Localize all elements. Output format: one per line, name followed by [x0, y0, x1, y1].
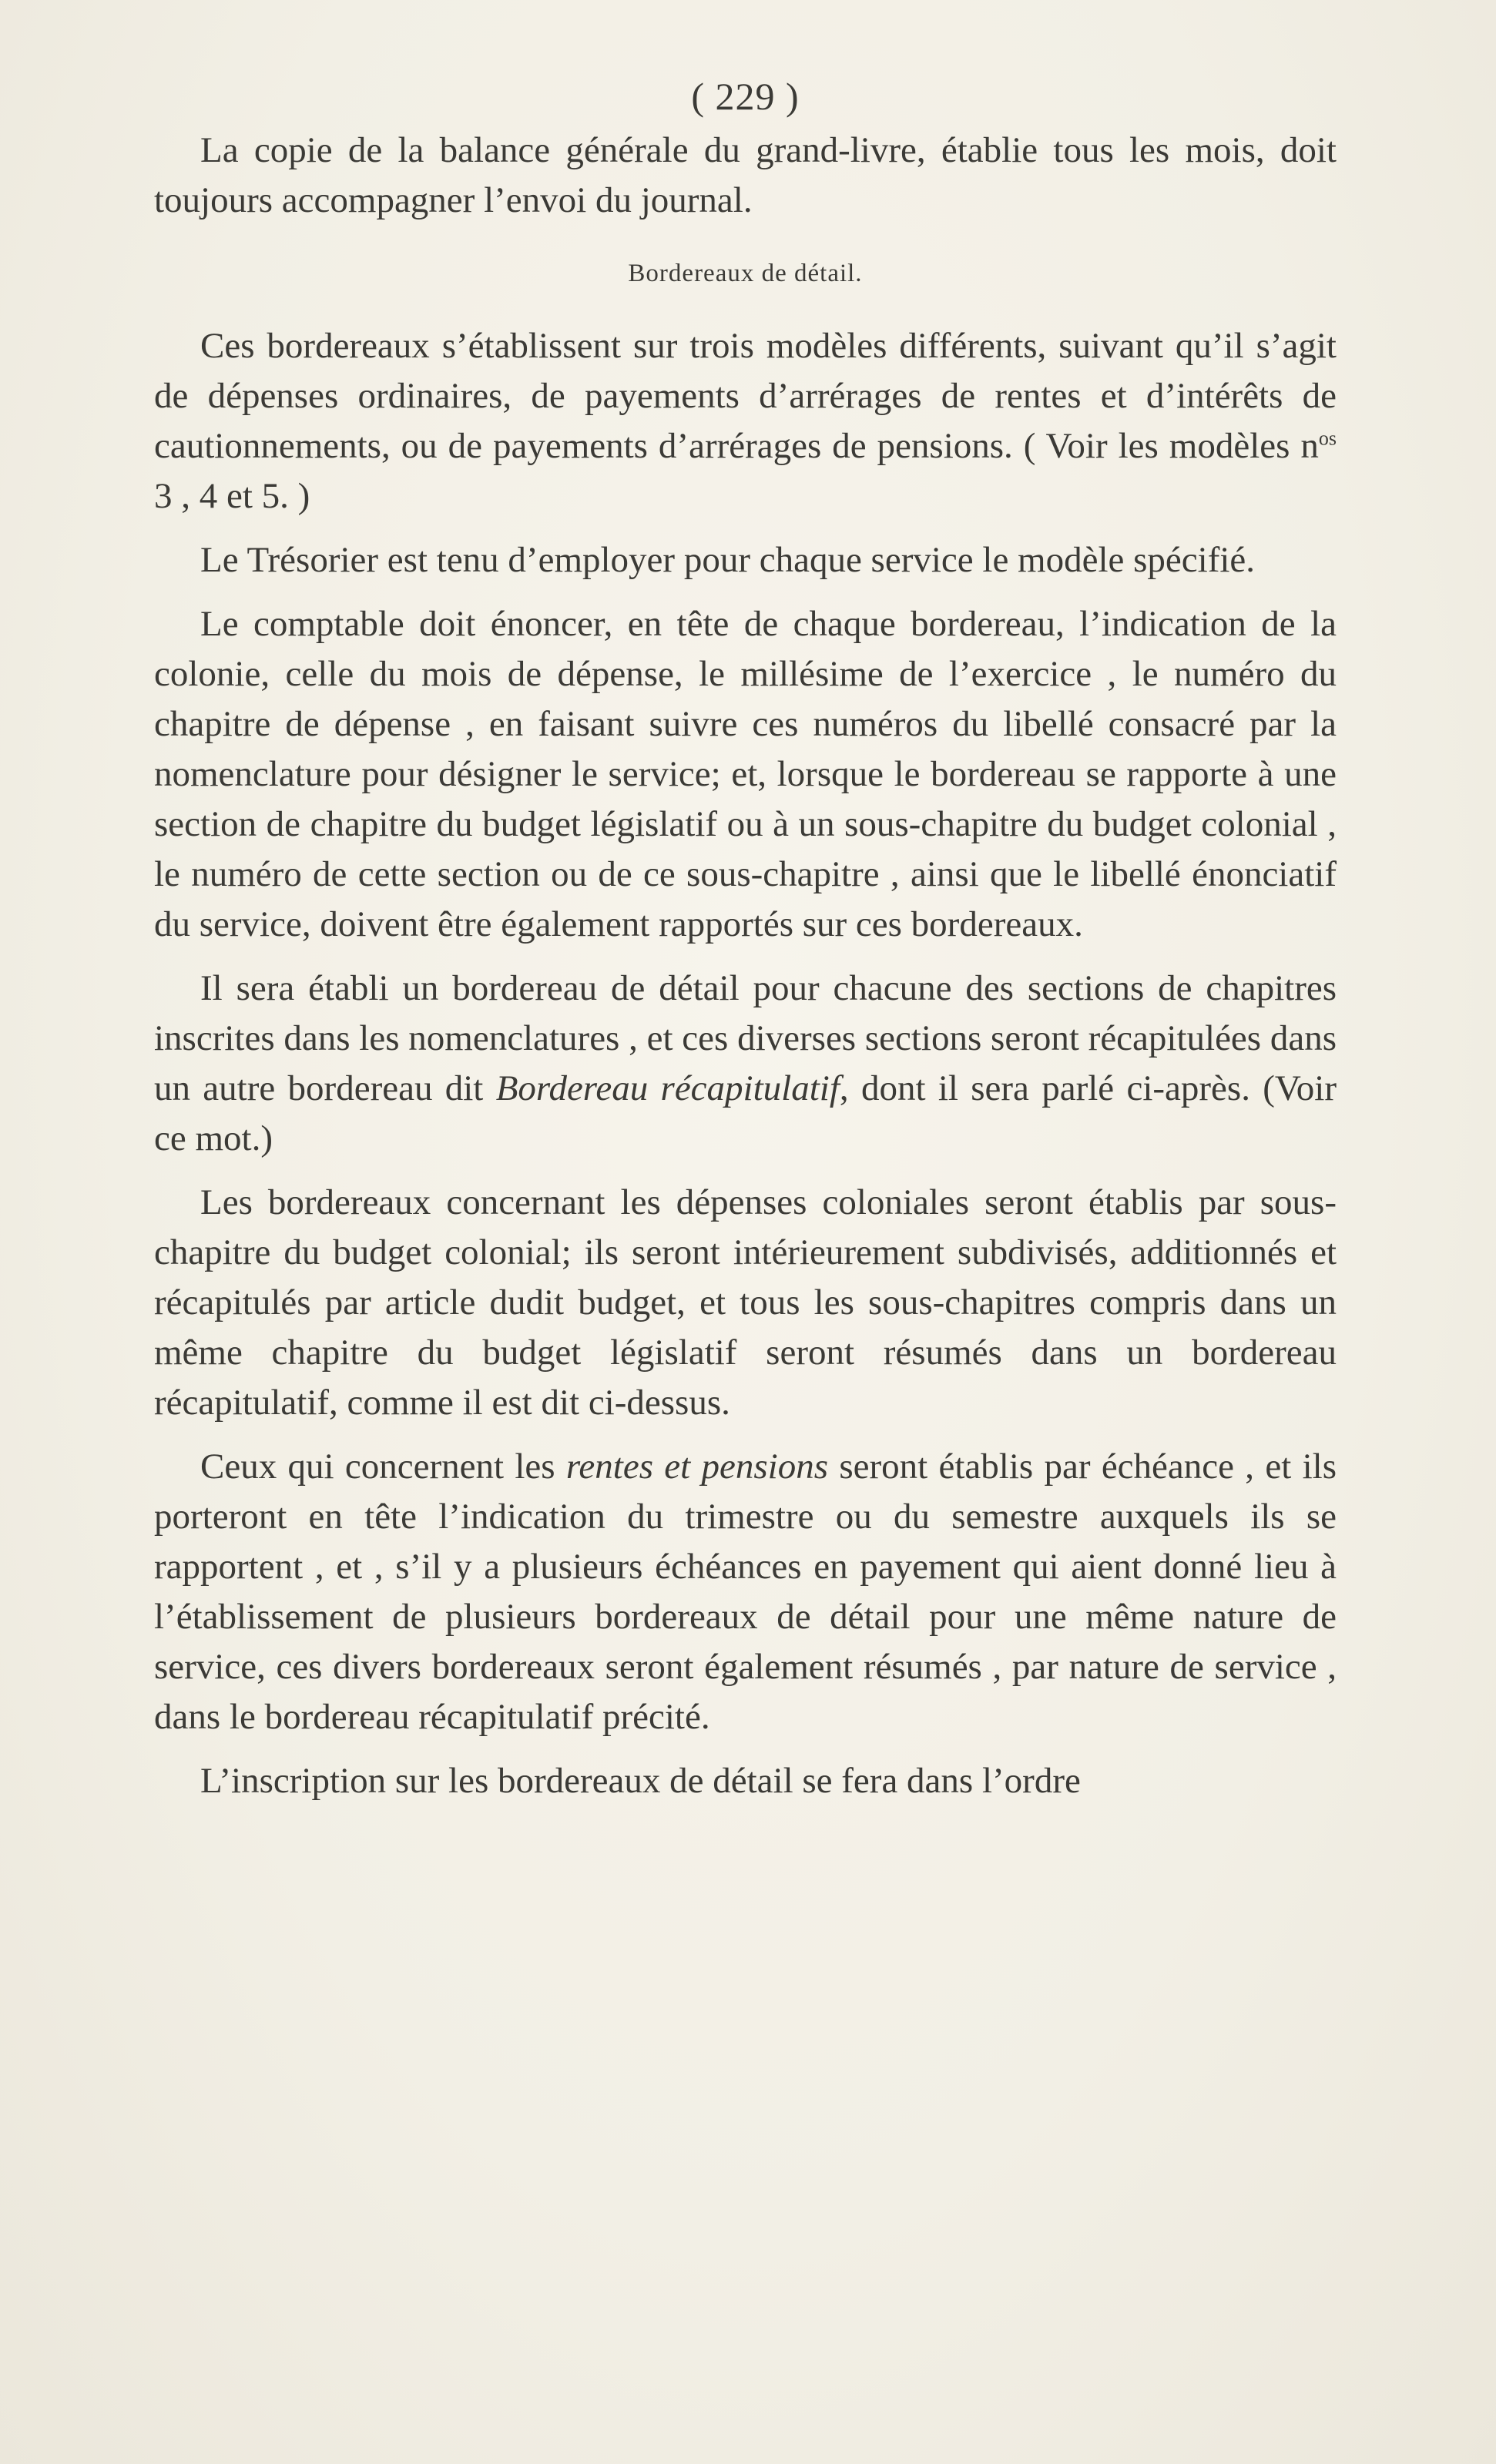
paragraph-rentes [154, 1442, 1337, 1742]
paragraph-comptable: Le comptable doit énoncer, en tête de chaque bordereau, l’indication de la colonie, celle du mois de dépense, le millésime de l’exercice , le numéro du chapitre de dépense , en faisant suivre ces numéros du libellé consacré par la nomenclature pour désigner le service; et, lorsque le bordereau se rapporte à une section de chapitre du budget législatif ou à un sous-chapitre du budget colonial , le numéro de cette section ou de ce sous-chapitre , ainsi que le libellé énonciatif du service, doivent être également rapportés sur ces bordereaux. [154, 604, 1337, 944]
section-heading: Bordereaux de détail. [628, 260, 863, 287]
paragraph-tresorier: Le Trésorier est tenu d’employer pour chaque service le modèle spécifié. [200, 540, 1256, 580]
paragraph-coloniales: Les bordereaux concernant les dépenses coloniales seront établis par sous-chapitre du budget colonial; ils seront intérieurement subdivisés, additionnés et récapitulés par article dudit budget, et tous les sous-chapitres compris dans un même chapitre du budget législatif seront résumés dans un bordereau récapitulatif, comme il est dit ci-dessus. [154, 1182, 1337, 1423]
paragraph-sections-text: Il sera établi un bordereau de détail pour chacune des sections de chapitres inscrites dans les nomenclatures , et ces diverses sections seront récapitulées dans un autre bordereau dit [154, 968, 1337, 1108]
paragraph-rentes-tail: seront établis par échéance , et ils porteront en tête l’indication du trimestre ou du semestre auxquels ils se rapportent , et , s’il y a plusieurs échéances en payement qui aient donné lieu à l’établissement de plusieurs bordereaux de détail pour une même nature de service, ces divers bordereaux seront également résumés , par nature de service , dans le bordereau récapitulatif précité. [154, 1447, 1337, 1737]
paragraph-models-tail: 3 , 4 et 5. ) [154, 476, 310, 516]
paragraph-rentes-italic: rentes et pensions [565, 1447, 829, 1487]
paragraph-inscription: L’inscription sur les bordereaux de détail se fera dans l’ordre [200, 1761, 1081, 1801]
page-text [154, 73, 1337, 1820]
paragraph-models-text: Ces bordereaux s’établissent sur trois modèles différents, suivant qu’il s’agit de dépenses ordinaires, de payements d’arrérages de rentes et d’intérêts de cautionnements, ou de payements d’arrérages de pensions. ( Voir les modèles n [154, 326, 1337, 466]
paragraph-sections-italic: Bordereau récapitulatif [495, 1068, 840, 1108]
paragraph-rentes-text: Ceux qui concernent les [200, 1447, 566, 1487]
paragraph-sections [154, 964, 1337, 1164]
intro-paragraph: La copie de la balance générale du grand-livre, établie tous les mois, doit toujours accompagner l’envoi du journal. [154, 130, 1337, 220]
paragraph-models [154, 321, 1337, 521]
paragraph-models-superscript: os [1318, 427, 1337, 450]
paragraph-sections-tail: , dont il sera parlé ci-après. (Voir ce mot.) [154, 1068, 1337, 1158]
page-number: ( 229 ) [691, 75, 800, 118]
